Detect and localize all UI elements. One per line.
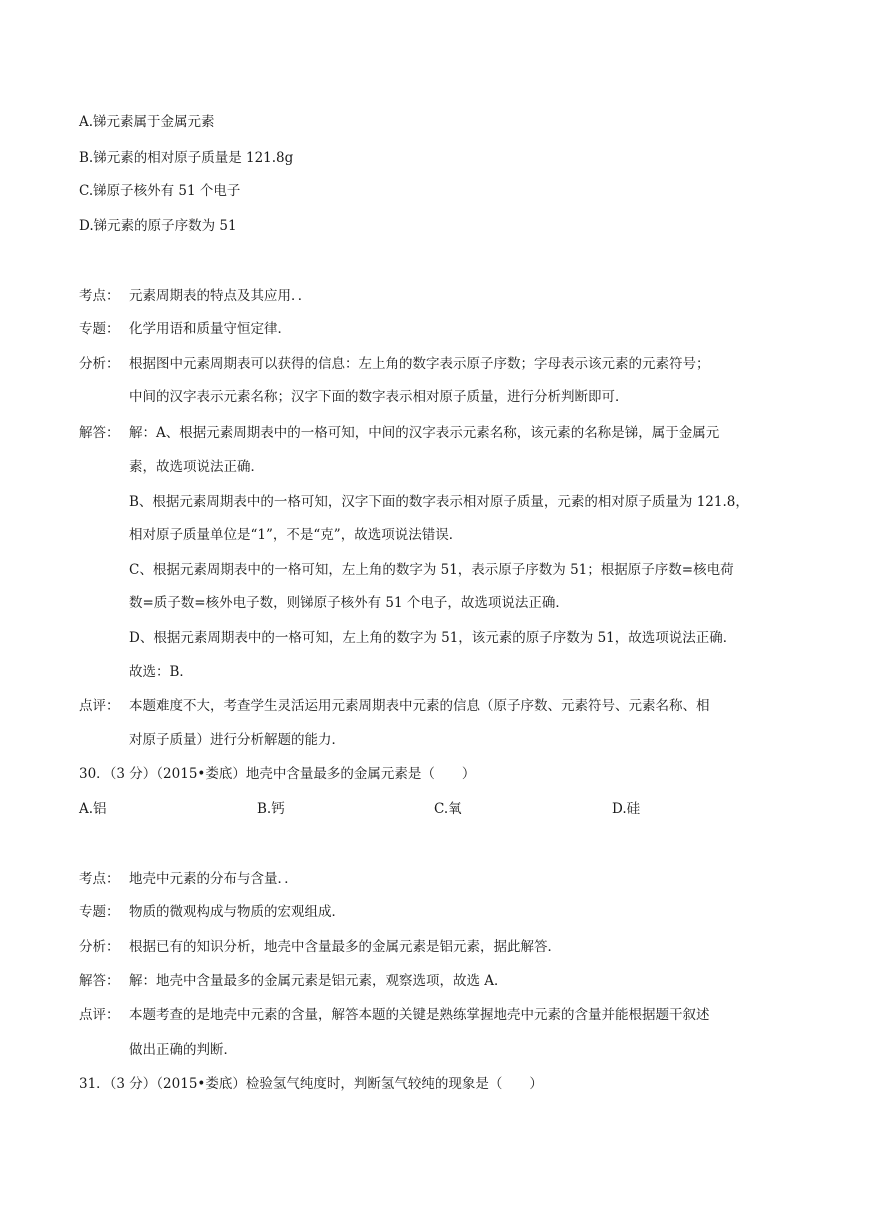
q29-dianping-line-1: 本题难度不大，考查学生灵活运用元素周期表中元素的信息（原子序数、元素符号、元素名称、相: [129, 698, 710, 714]
q30-option-d: D.硅: [612, 801, 641, 817]
q30-dianping-line-2: 做出正确的判断．: [129, 1042, 237, 1058]
q31-stem: 31．（3 分）（2015•娄底）检验氢气纯度时，判断氢气较纯的现象是（ ）: [79, 1076, 543, 1092]
q29-option-b: B.锑元素的相对原子质量是 121.8g: [79, 150, 294, 166]
q29-jieda-line-2: 素，故选项说法正确．: [129, 459, 264, 475]
q30-option-c: C.氧: [434, 801, 462, 817]
q29-fenxi-label: 分析：: [79, 356, 120, 372]
q30-zhuanti-label: 专题：: [79, 904, 120, 920]
q29-jieda-line-8: 故选：B．: [129, 664, 193, 680]
q29-option-c: C.锑原子核外有 51 个电子: [79, 183, 241, 199]
q30-fenxi-label: 分析：: [79, 939, 120, 955]
q29-jieda-line-1: 解：A、根据元素周期表中的一格可知，中间的汉字表示元素名称，该元素的名称是锑，属于金属元: [129, 425, 720, 441]
q29-jieda-line-4: 相对原子质量单位是“1”，不是“克”，故选项说法错误．: [129, 527, 463, 543]
q30-fenxi: 根据已有的知识分析，地壳中含量最多的金属元素是铝元素，据此解答．: [129, 939, 561, 955]
q30-option-b: B.钙: [257, 801, 285, 817]
q30-dianping-label: 点评：: [79, 1007, 120, 1023]
q29-jieda-line-6: 数=质子数=核外电子数，则锑原子核外有 51 个电子，故选项说法正确．: [129, 595, 569, 611]
q30-jieda-label: 解答：: [79, 973, 120, 989]
q29-jieda-label: 解答：: [79, 425, 120, 441]
q30-jieda: 解：地壳中含量最多的金属元素是铝元素，观察选项，故选 A．: [129, 973, 508, 989]
q29-option-d: D.锑元素的原子序数为 51: [79, 218, 237, 234]
q29-option-a: A.锑元素属于金属元素: [79, 114, 215, 130]
q29-dianping-label: 点评：: [79, 698, 120, 714]
q29-zhuanti: 化学用语和质量守恒定律．: [129, 321, 291, 337]
q29-jieda-line-7: D、根据元素周期表中的一格可知，左上角的数字为 51，该元素的原子序数为 51，故选项说法正确．: [129, 630, 737, 646]
q29-fenxi-line-2: 中间的汉字表示元素名称；汉字下面的数字表示相对原子质量，进行分析判断即可．: [129, 389, 629, 405]
q30-kaodian-label: 考点：: [79, 871, 120, 887]
q29-jieda-line-3: B、根据元素周期表中的一格可知，汉字下面的数字表示相对原子质量，元素的相对原子质量为 121.8，: [129, 494, 749, 510]
q29-kaodian-label: 考点：: [79, 288, 120, 304]
q30-dianping-line-1: 本题考查的是地壳中元素的含量，解答本题的关键是熟练掌握地壳中元素的含量并能根据题干叙述: [129, 1007, 710, 1023]
q29-jieda-line-5: C、根据元素周期表中的一格可知，左上角的数字为 51，表示原子序数为 51；根据原子序数=核电荷: [129, 562, 734, 578]
q30-zhuanti: 物质的微观构成与物质的宏观组成．: [129, 904, 345, 920]
q29-dianping-line-2: 对原子质量）进行分析解题的能力．: [129, 732, 345, 748]
q29-fenxi-line-1: 根据图中元素周期表可以获得的信息：左上角的数字表示原子序数；字母表示该元素的元素符号；: [129, 356, 710, 372]
q30-stem: 30．（3 分）（2015•娄底）地壳中含量最多的金属元素是（ ）: [79, 766, 476, 782]
q30-option-a: A.铝: [79, 801, 107, 817]
q29-zhuanti-label: 专题：: [79, 321, 120, 337]
q29-kaodian: 元素周期表的特点及其应用．．: [129, 288, 312, 304]
q30-kaodian: 地壳中元素的分布与含量．．: [129, 871, 298, 887]
